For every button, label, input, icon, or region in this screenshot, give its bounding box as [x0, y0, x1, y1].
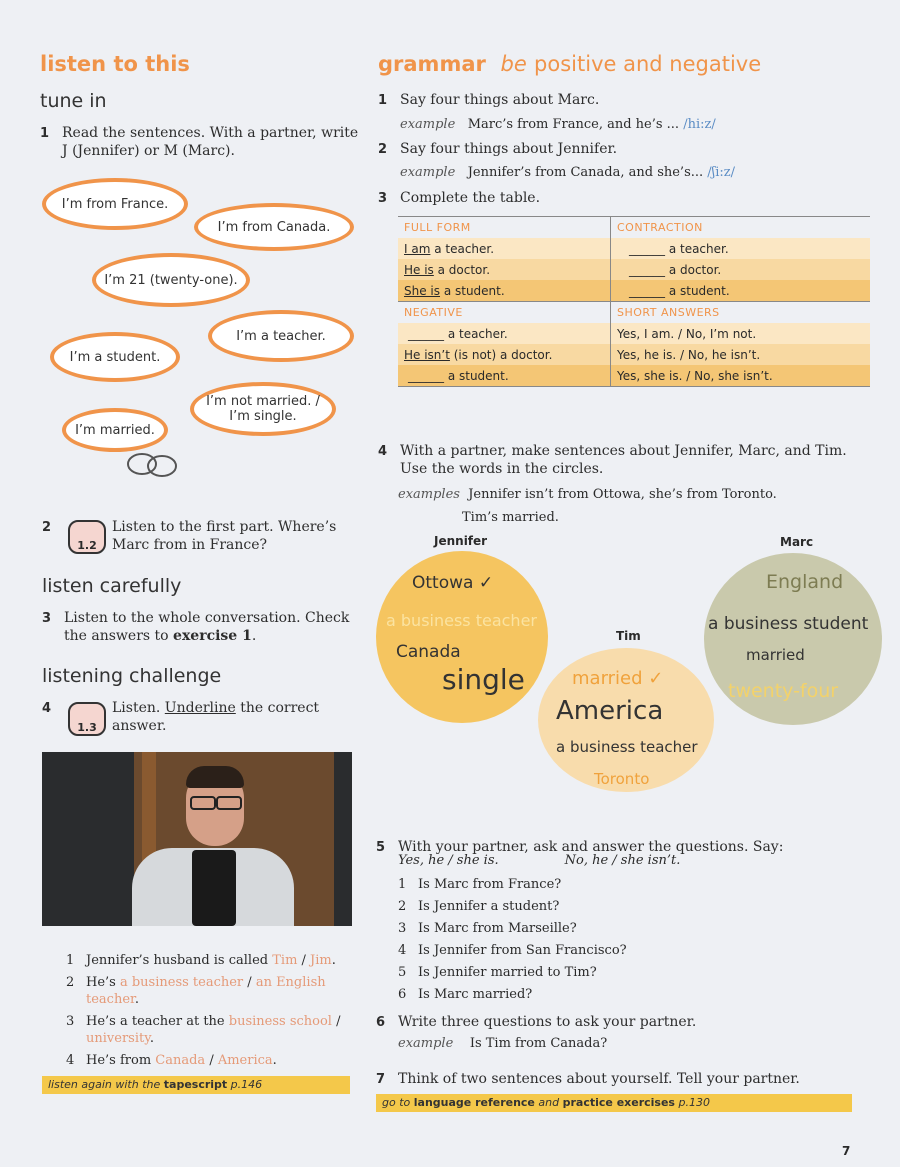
underline-word: Underline	[164, 700, 236, 716]
table-cell: He isn’t (is not) a doctor.	[398, 344, 611, 365]
exercise-1-left	[40, 124, 360, 159]
question-number: 4	[66, 1053, 75, 1068]
cell-text: a teacher.	[430, 241, 495, 256]
list-item	[398, 986, 698, 1008]
table-row	[398, 280, 870, 302]
question-text: He’s a teacher at the	[86, 1014, 229, 1029]
table-row	[398, 323, 870, 344]
table-cell	[398, 280, 611, 302]
grammar-exercise-2	[378, 140, 858, 159]
exercise-number: 4	[378, 444, 388, 459]
exercise-text	[64, 609, 354, 645]
underlined-verb: He is	[404, 262, 434, 277]
example-2	[400, 165, 735, 180]
list-item	[398, 964, 698, 986]
question-list-right	[398, 876, 698, 1008]
speech-bubble-canada: I’m from Canada.	[194, 203, 354, 251]
speech-bubble-age: I’m 21 (twenty-one).	[92, 253, 250, 307]
underlined-verb: I am	[404, 241, 431, 256]
separator: /	[297, 953, 311, 968]
exercise-number: 3	[378, 191, 388, 206]
answer-option[interactable]: Tim	[272, 953, 298, 968]
bar-text: and	[534, 1096, 563, 1109]
example-text: Jennifer isn’t from Ottowa, she’s from Toronto.	[468, 487, 777, 502]
list-item	[398, 876, 698, 898]
table-header-row	[398, 302, 870, 324]
question-list-left	[66, 952, 356, 1069]
exercise-number: 4	[42, 701, 52, 716]
table-cell: Yes, she is. / No, she isn’t.	[617, 368, 773, 383]
answer-option[interactable]: university	[86, 1031, 150, 1046]
table-cell[interactable]: ______ a teacher.	[629, 241, 729, 256]
speech-bubble-france: I’m from France.	[42, 178, 188, 230]
item-number: 4	[398, 943, 407, 958]
circle-word: twenty-four	[728, 680, 839, 702]
table-cell[interactable]: ______ a teacher.	[398, 323, 611, 344]
text-part: Listen to the whole conversation. Check the answers to	[64, 610, 350, 644]
circle-marc	[704, 553, 882, 725]
separator: /	[205, 1053, 218, 1068]
item-text: Is Marc from France?	[418, 877, 562, 892]
item-number: 5	[398, 965, 407, 980]
label-jennifer: Jennifer	[434, 534, 488, 548]
exercise-text: With a partner, make sentences about Jennifer, Marc, and Tim. Use the words in the circles.	[400, 443, 847, 477]
table-row	[398, 238, 870, 259]
exercise-text: Say four things about Jennifer.	[400, 141, 618, 157]
grammar-exercise-7	[376, 1070, 856, 1089]
grammar-title	[378, 52, 761, 76]
exercise-4-text	[112, 699, 332, 735]
circle-word: married ✓	[572, 668, 664, 689]
example-6	[398, 1036, 607, 1051]
bar-text: p.130	[674, 1096, 710, 1109]
exercise-number: 7	[376, 1072, 386, 1087]
table-cell[interactable]: ______ a student.	[629, 283, 730, 298]
subheading-listen-carefully: listen carefully	[42, 575, 182, 597]
question-item	[66, 1013, 356, 1047]
punct: .	[134, 992, 139, 1007]
circle-tim	[538, 648, 714, 792]
title-part: grammar	[378, 52, 486, 76]
exercise-4-left	[42, 699, 51, 718]
audio-track-badge[interactable]	[68, 702, 106, 736]
example-text: Tim’s married.	[462, 510, 559, 525]
table-cell	[398, 238, 611, 259]
question-number: 2	[66, 975, 75, 990]
item-text: Is Jennifer from San Francisco?	[418, 943, 627, 958]
table-header-row	[398, 217, 870, 239]
answer-forms	[398, 853, 680, 868]
tapescript-link-bar[interactable]	[42, 1076, 350, 1094]
bar-bold: tapescript	[163, 1078, 228, 1091]
item-text: Is Jennifer a student?	[418, 899, 560, 914]
question-number: 1	[66, 953, 75, 968]
question-item	[66, 974, 356, 1008]
column-header: FULL FORM	[398, 217, 611, 239]
exercise-number: 3	[42, 611, 52, 626]
circle-word: America	[556, 696, 664, 726]
item-text: Is Marc from Marseille?	[418, 921, 577, 936]
item-number: 6	[398, 987, 407, 1002]
exercise-number: 1	[40, 126, 50, 141]
example-text: Marc’s from France, and he’s ...	[467, 117, 680, 132]
table-cell	[398, 259, 611, 280]
exercise-text: Think of two sentences about yourself. Tell your partner.	[398, 1071, 800, 1087]
section-title-listen: listen to this	[40, 52, 190, 76]
circle-word: Ottowa ✓	[412, 573, 494, 593]
answer-no: No, he / she isn’t.	[564, 853, 681, 868]
exercise-3-left	[42, 609, 362, 644]
question-text: He’s from	[86, 1053, 156, 1068]
circle-word: England	[766, 571, 844, 593]
cell-text: a student.	[440, 283, 505, 298]
subheading-listening-challenge: listening challenge	[42, 665, 222, 687]
item-number: 1	[398, 877, 407, 892]
punct: .	[149, 1031, 154, 1046]
underlined-verb: He isn’t	[404, 347, 450, 362]
circle-word: married	[746, 646, 805, 664]
exercise-text: Complete the table.	[400, 190, 541, 206]
bar-bold: practice exercises	[562, 1096, 675, 1109]
circle-word: a business teacher	[556, 738, 698, 756]
speech-bubble-teacher: I’m a teacher.	[208, 310, 354, 362]
audio-track-badge[interactable]	[68, 520, 106, 554]
man-photo	[42, 752, 352, 926]
audio-track-number: 1.3	[77, 721, 97, 734]
separator: /	[331, 1014, 341, 1029]
question-item	[66, 1052, 356, 1069]
answer-option[interactable]: Canada	[155, 1053, 206, 1068]
examples-4	[398, 487, 777, 502]
exercise-number: 1	[378, 93, 388, 108]
phonetic-text: /hi:z/	[683, 117, 716, 132]
bar-text: listen again with the	[48, 1078, 164, 1091]
exercise-number: 2	[42, 520, 52, 535]
table-cell: Yes, he is. / No, he isn’t.	[617, 347, 761, 362]
exercise-2-text: Listen to the first part. Where’s Marc from in France?	[112, 519, 337, 553]
example-label: example	[400, 117, 456, 132]
bar-text: p.146	[227, 1078, 263, 1091]
circle-jennifer	[376, 551, 548, 723]
item-text: Is Jennifer married to Tim?	[418, 965, 597, 980]
speech-bubble-student: I’m a student.	[50, 332, 180, 382]
wedding-rings-icon	[118, 440, 184, 484]
bar-text: go to	[382, 1096, 414, 1109]
text-part: the correct answer.	[112, 700, 320, 734]
circle-word: Toronto	[594, 770, 650, 788]
table-cell: Yes, I am. / No, I’m not.	[617, 326, 757, 341]
answer-yes: Yes, he / she is.	[398, 853, 499, 868]
page-number: 7	[842, 1144, 851, 1158]
circle-word: Canada	[396, 642, 461, 662]
example-label: example	[398, 1036, 454, 1051]
example-1	[400, 117, 716, 132]
question-text: He’s	[86, 975, 120, 990]
title-part: be	[500, 52, 527, 76]
question-text: Jennifer’s husband is called	[86, 953, 273, 968]
separator: /	[243, 975, 256, 990]
speech-bubble-single: I’m not married. / I’m single.	[190, 382, 336, 436]
underlined-verb: She is	[404, 283, 441, 298]
example-text: Jennifer’s from Canada, and she’s...	[467, 165, 704, 180]
question-number: 3	[66, 1014, 75, 1029]
list-item	[398, 898, 698, 920]
exercise-text: Read the sentences. With a partner, write J (Jennifer) or M (Marc).	[62, 125, 359, 159]
punct: .	[331, 953, 336, 968]
list-item	[398, 942, 698, 964]
grammar-exercise-3	[378, 189, 858, 208]
list-item	[398, 920, 698, 942]
title-part: positive and negative	[534, 52, 762, 76]
question-item	[66, 952, 356, 969]
subheading-tune-in: tune in	[40, 90, 107, 112]
label-marc: Marc	[780, 535, 814, 549]
answer-option[interactable]: an English teacher	[86, 975, 326, 1007]
label-tim: Tim	[616, 629, 641, 643]
text-part: .	[251, 628, 257, 644]
speech-bubble-married: I’m married.	[62, 408, 168, 452]
circle-word: a business student	[708, 614, 869, 634]
text-part: Listen.	[112, 700, 165, 716]
answer-option[interactable]: America	[217, 1053, 273, 1068]
exercise-number: 6	[376, 1015, 386, 1030]
example-text: Is Tim from Canada?	[469, 1036, 608, 1051]
exercise-number: 2	[378, 142, 388, 157]
item-number: 3	[398, 921, 407, 936]
table-cell[interactable]: ______ a doctor.	[629, 262, 722, 277]
circle-word: a business teacher	[386, 611, 537, 630]
audio-track-number: 1.2	[77, 539, 97, 552]
table-cell[interactable]: ______ a student.	[398, 365, 611, 387]
table-row	[398, 344, 870, 365]
column-header: CONTRACTION	[611, 217, 871, 239]
table-row	[398, 259, 870, 280]
circle-word: single	[442, 663, 525, 696]
language-reference-link-bar[interactable]	[376, 1094, 852, 1112]
item-text: Is Marc married?	[418, 987, 533, 1002]
exercise-reference: exercise 1	[173, 628, 252, 644]
phonetic-text: /ʃi:z/	[707, 165, 735, 180]
grammar-exercise-1	[378, 91, 858, 110]
cell-text: a doctor.	[433, 262, 491, 277]
bar-bold: language reference	[413, 1096, 535, 1109]
column-header: SHORT ANSWERS	[611, 302, 871, 324]
example-label: examples	[398, 487, 460, 502]
column-header: NEGATIVE	[398, 302, 611, 324]
table-row	[398, 365, 870, 387]
answer-option[interactable]: business school	[228, 1014, 332, 1029]
item-number: 2	[398, 899, 407, 914]
answer-option[interactable]: Jim	[310, 953, 332, 968]
exercise-number: 5	[376, 840, 386, 855]
grammar-exercise-6	[376, 1013, 856, 1032]
grammar-exercise-4	[378, 442, 858, 477]
exercise-text: Say four things about Marc.	[400, 92, 600, 108]
exercise-text: Write three questions to ask your partner.	[398, 1014, 697, 1030]
punct: .	[272, 1053, 277, 1068]
exercise-text: With your partner, ask and answer the questions. Say:	[398, 839, 784, 855]
answer-option[interactable]: a business teacher	[119, 975, 244, 990]
example-label: example	[400, 165, 456, 180]
grammar-table	[398, 216, 870, 387]
